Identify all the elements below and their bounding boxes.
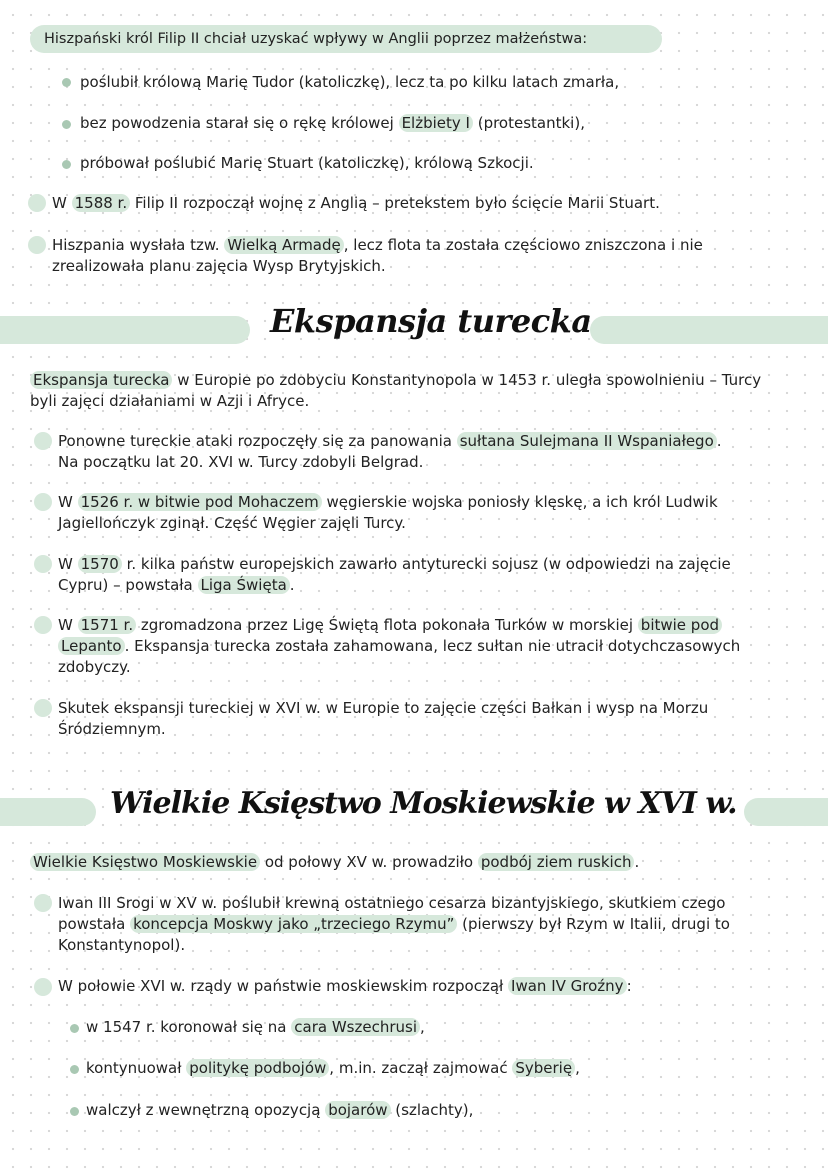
moscow-p2 (58, 976, 632, 997)
bullet-dot-icon (62, 78, 71, 87)
turkey-p5-1: Skutek ekspansji tureckiej w XVI w. w Europie to zajęcie części Bałkan i wysp na Morzu (58, 699, 709, 717)
bullet-dot-icon (70, 1024, 79, 1033)
turkey-p2-1 (58, 492, 718, 513)
bullet-circle-icon (34, 493, 52, 511)
turkey-p4-highlight-3: Lepanto (58, 637, 125, 655)
bullet-circle-icon (34, 616, 52, 634)
moscow-p2-b: : (626, 977, 632, 995)
turkey-p3-highlight: 1570 (78, 555, 122, 573)
turkey-intro-a: w Europie po zdobyciu Konstantynopola w 1453 r. uległa spowolnieniu – Turcy (172, 371, 762, 389)
turkey-p1-b: . (716, 432, 722, 450)
bullet-circle-icon (34, 894, 52, 912)
turkey-p1-1 (58, 431, 722, 452)
moscow-p2-highlight: Iwan IV Groźny (508, 977, 627, 995)
moscow-sub-2-a: kontynuował (86, 1059, 187, 1077)
heading-band-left (0, 798, 96, 826)
spain-war-year: 1588 r. (72, 194, 131, 212)
bullet-dot-icon (62, 120, 71, 129)
turkey-p1-a: Ponowne tureckie ataki rozpoczęły się za panowania (58, 432, 457, 450)
spain-sub-2-b: (protestantki), (472, 114, 585, 132)
moscow-sub-2-highlight-2: Syberię (512, 1059, 575, 1077)
bullet-circle-icon (28, 236, 46, 254)
moscow-p1-1: Iwan III Srogi w XV w. poślubił krewną ostatniego cesarza bizantyjskiego, skutkiem czego (58, 894, 726, 912)
moscow-p1-c: (pierwszy był Rzym w Italii, drugi to (457, 915, 730, 933)
spain-armada-a: Hiszpania wysłała tzw. (52, 236, 225, 254)
moscow-sub-3-highlight: bojarów (325, 1101, 390, 1119)
turkey-p3-a: W (58, 555, 78, 573)
moscow-sub-2-c: , (575, 1059, 580, 1077)
spain-sub-1: poślubił królową Marię Tudor (katoliczkę), lecz ta po kilku latach zmarła, (80, 73, 620, 91)
moscow-sub-1-highlight: cara Wszechrusi (291, 1018, 420, 1036)
turkey-p4-highlight-2: bitwie pod (638, 616, 722, 634)
turkey-p2-highlight: 1526 r. w bitwie pod Mohaczem (78, 493, 322, 511)
bullet-circle-icon (34, 978, 52, 996)
turkey-p4-highlight: 1571 r. (78, 616, 137, 634)
turkey-intro-1 (30, 370, 761, 391)
moscow-sub-3-a: walczył z wewnętrzną opozycją (86, 1101, 326, 1119)
heading-muscovy: Wielkie Księstwo Moskiewskie w XVI w. (110, 786, 737, 821)
spain-war (52, 193, 660, 214)
turkey-p3-1 (58, 554, 731, 575)
moscow-p1-2 (58, 914, 730, 935)
turkey-p3-highlight-2: Liga Święta (198, 576, 290, 594)
bullet-dot-icon (70, 1107, 79, 1116)
spain-armada-b: , lecz flota ta została częściowo zniszczona i nie (343, 236, 703, 254)
moscow-p1-3: Konstantynopol). (58, 936, 186, 954)
spain-war-a: W (52, 194, 72, 212)
moscow-intro-b: . (634, 853, 640, 871)
spain-sub-2-highlight: Elżbiety I (399, 114, 473, 132)
heading-band-left (0, 316, 250, 344)
moscow-p1-highlight: koncepcja Moskwy jako „trzeciego Rzymu” (130, 915, 457, 933)
moscow-intro-highlight-2: podbój ziem ruskich (478, 853, 635, 871)
bullet-circle-icon (34, 555, 52, 573)
turkey-p1-2: Na początku lat 20. XVI w. Turcy zdobyli Belgrad. (58, 453, 424, 471)
bullet-circle-icon (34, 699, 52, 717)
turkey-p4-c: . Ekspansja turecka została zahamowana, lecz sułtan nie utracił dotychczasowych (124, 637, 741, 655)
moscow-intro-highlight: Wielkie Księstwo Moskiewskie (30, 853, 260, 871)
turkey-p3-d: . (289, 576, 295, 594)
turkey-p2-b: węgierskie wojska poniosły klęskę, a ich król Ludwik (321, 493, 718, 511)
turkey-p4-b: zgromadzona przez Ligę Świętą flota pokonała Turków w morskiej (136, 616, 638, 634)
spain-sub-2-a: bez powodzenia starał się o rękę królowej (80, 114, 399, 132)
moscow-sub-3-b: (szlachty), (390, 1101, 474, 1119)
turkey-p1-highlight: sułtana Sulejmana II Wspaniałego (457, 432, 717, 450)
moscow-sub-1 (86, 1017, 425, 1038)
moscow-sub-3 (86, 1100, 473, 1121)
bullet-circle-icon (34, 432, 52, 450)
moscow-sub-1-b: , (420, 1018, 425, 1036)
turkey-p2-2: Jagiellończyk zginął. Część Węgier zajęli Turcy. (58, 514, 406, 532)
turkey-p3-c: Cypru) – powstała (58, 576, 198, 594)
moscow-sub-2-highlight: politykę podbojów (186, 1059, 329, 1077)
turkey-p5-2: Śródziemnym. (58, 720, 166, 738)
bullet-dot-icon (70, 1065, 79, 1074)
moscow-intro-a: od połowy XV w. prowadziło (260, 853, 478, 871)
spain-sub-2 (80, 113, 585, 134)
moscow-p1-b: powstała (58, 915, 131, 933)
moscow-sub-1-a: w 1547 r. koronował się na (86, 1018, 292, 1036)
heading-turkish-expansion: Ekspansja turecka (270, 302, 592, 340)
spain-sub-3: próbował poślubić Marię Stuart (katoliczkę), królową Szkocji. (80, 154, 534, 172)
spain-armada-1 (52, 235, 703, 256)
turkey-intro-2: byli zajęci działaniami w Azji i Afryce. (30, 392, 310, 410)
spain-war-b: Filip II rozpoczął wojnę z Anglią – pretekstem było ścięcie Marii Stuart. (130, 194, 660, 212)
turkey-p4-1 (58, 615, 722, 636)
moscow-intro (30, 852, 639, 873)
turkey-p2-a: W (58, 493, 78, 511)
spain-armada-highlight: Wielką Armadę (224, 236, 343, 254)
turkey-p4-2 (58, 636, 740, 657)
spain-intro: Hiszpański król Filip II chciał uzyskać wpływy w Anglii poprzez małżeństwa: (44, 31, 588, 47)
spain-armada-2: zrealizowała planu zajęcia Wysp Brytyjskich. (52, 257, 386, 275)
turkey-p3-2 (58, 575, 295, 596)
moscow-sub-2-b: , m.in. zaczął zajmować (329, 1059, 513, 1077)
heading-band-right (590, 316, 828, 344)
turkey-p4-3: zdobyczy. (58, 658, 131, 676)
bullet-dot-icon (62, 160, 71, 169)
turkey-p3-b: r. kilka państw europejskich zawarło antyturecki sojusz (w odpowiedzi na zajęcie (121, 555, 731, 573)
heading-band-right (744, 798, 828, 826)
moscow-sub-2 (86, 1058, 580, 1079)
turkey-intro-highlight: Ekspansja turecka (30, 371, 172, 389)
bullet-circle-icon (28, 194, 46, 212)
turkey-p4-a: W (58, 616, 78, 634)
moscow-p2-a: W połowie XVI w. rządy w państwie moskiewskim rozpoczął (58, 977, 509, 995)
